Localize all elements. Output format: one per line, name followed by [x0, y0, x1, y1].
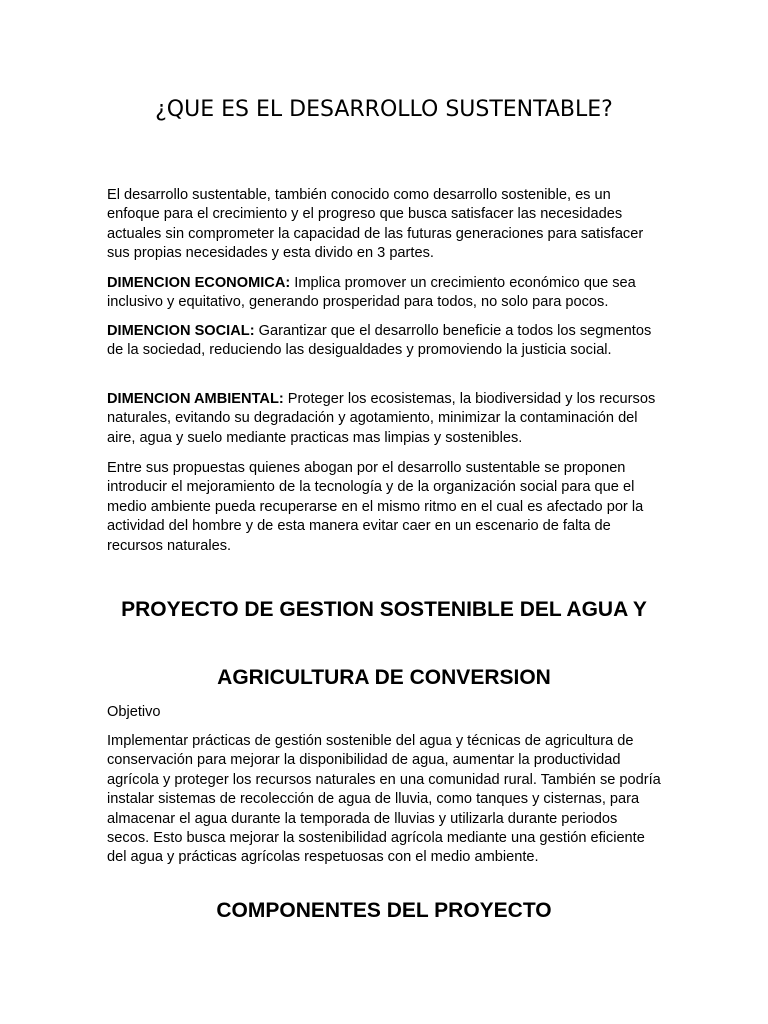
economic-dimension-paragraph: [107, 274, 663, 313]
proposals-paragraph: Entre sus propuestas quienes abogan por el desarrollo sustentable se proponen introducir el mejoramiento de la tecnología y de la organización social para que el medio ambiente pueda recuperarse en el mismo ritmo en el cual es afectado por la actividad del hombre y de esta manera evitar caer en un escenario de falta de recursos naturales.: [107, 460, 644, 554]
social-dimension-label: DIMENCION SOCIAL:: [107, 323, 255, 339]
objective-label: Objetivo: [107, 704, 161, 720]
environmental-dimension-label: DIMENCION AMBIENTAL:: [107, 391, 284, 407]
economic-dimension-label: DIMENCION ECONOMICA:: [107, 275, 291, 291]
economic-dimension-text: Implica promover un crecimiento económico que sea inclusivo y equitativo, generando prosperidad para todos, no solo para pocos.: [107, 275, 636, 311]
objective-paragraph: Implementar prácticas de gestión sostenible del agua y técnicas de agricultura de conservación para mejorar la disponibilidad de agua, aumentar la productividad agrícola y proteger los recursos naturales en una comunidad rural. También se podría instalar sistemas de recolección de agua de lluvia, como tanques y cisternas, para almacenar el agua durante la temporada de lluvias y utilizarla durante periodos secos. Esto busca mejorar la sostenibilidad agrícola mediante una gestión eficiente del agua y prácticas agrícolas respetuosas con el medio ambiente.: [107, 733, 661, 866]
components-heading: COMPONENTES DEL PROYECTO: [216, 899, 552, 922]
page-title: ¿QUE ES EL DESARROLLO SUSTENTABLE?: [155, 97, 613, 122]
social-dimension-paragraph: [107, 322, 663, 361]
intro-paragraph: El desarrollo sustentable, también conocido como desarrollo sostenible, es un enfoque para el crecimiento y el progreso que busca satisfacer las necesidades actuales sin comprometer la capacidad de las futuras generaciones para satisfacer sus propias necesidades y esta divido en 3 partes.: [107, 187, 644, 262]
project-heading: PROYECTO DE GESTION SOSTENIBLE DEL AGUA Y: [121, 598, 647, 621]
project-subheading: AGRICULTURA DE CONVERSION: [217, 666, 551, 689]
social-dimension-text: Garantizar que el desarrollo beneficie a todos los segmentos de la sociedad, reduciendo las desigualdades y promoviendo la justicia social.: [107, 323, 652, 359]
environmental-dimension-text: Proteger los ecosistemas, la biodiversidad y los recursos naturales, evitando su degradación y agotamiento, minimizar la contaminación del aire, agua y suelo mediante practicas mas limpias y sostenibles.: [107, 391, 656, 446]
environmental-dimension-paragraph: [107, 390, 663, 448]
